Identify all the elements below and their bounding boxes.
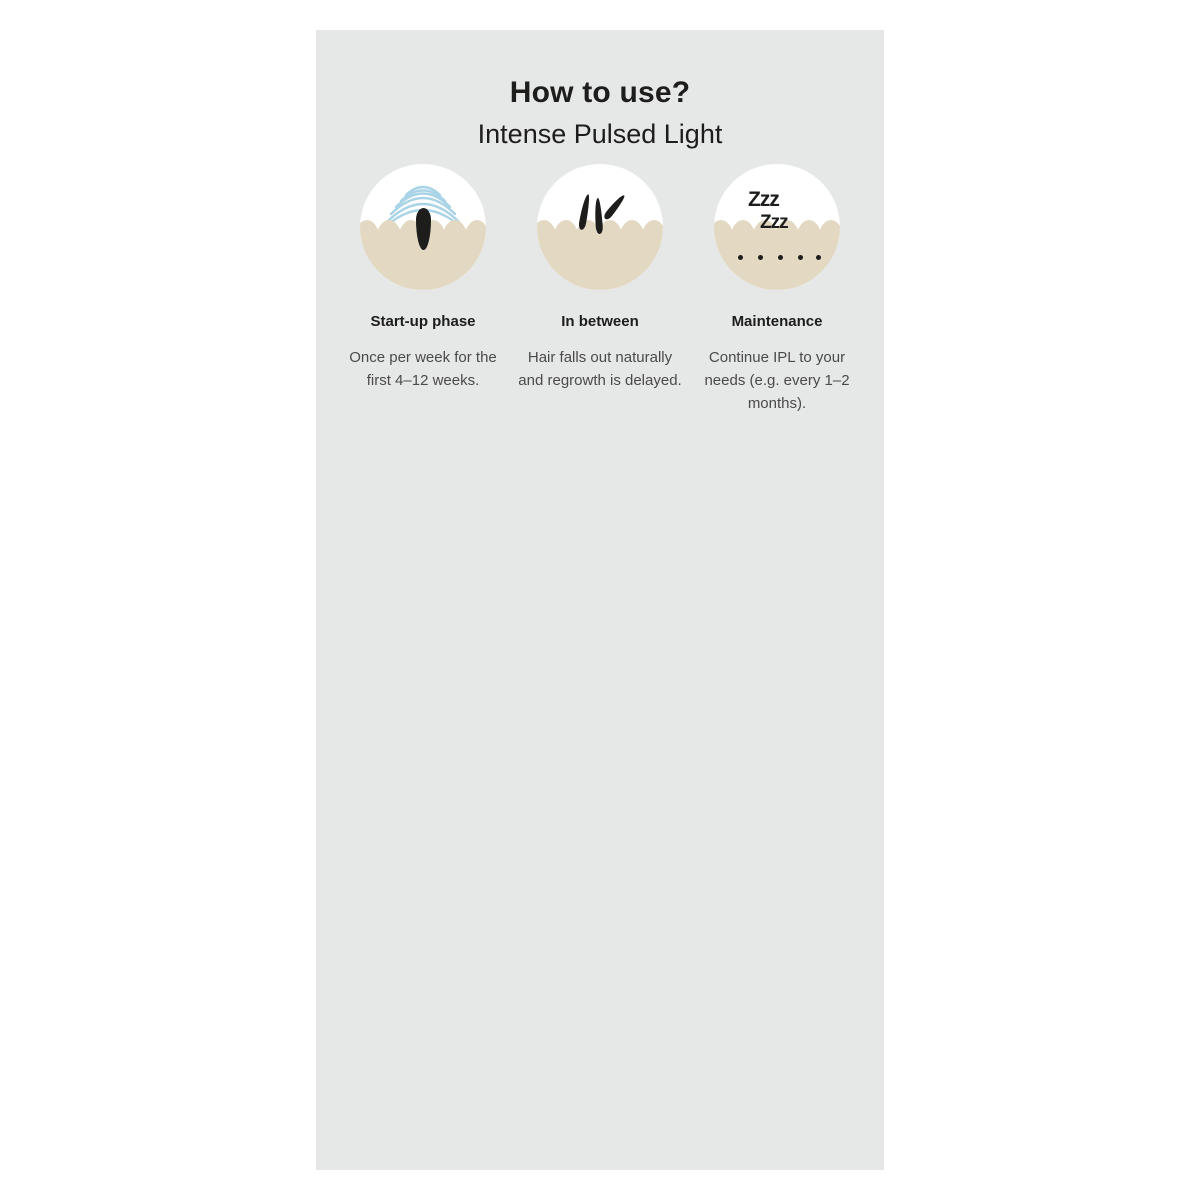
hair-falling-out-icon: [537, 164, 663, 290]
content-panel: [316, 30, 884, 1170]
ipl-light-pulse-on-skin-icon: [360, 164, 486, 290]
step-label: Start-up phase: [370, 313, 476, 330]
heading-block: [316, 75, 884, 154]
step-label: Maintenance: [731, 313, 823, 330]
steps-row: [338, 164, 862, 415]
step-maintenance: [692, 164, 862, 415]
step-description: Hair falls out naturally and regrowth is delayed.: [518, 348, 682, 389]
dormant-follicles-sleeping-icon: [714, 164, 840, 290]
falling-hair-icon: [603, 193, 627, 221]
page-subtitle: Intense Pulsed Light: [477, 119, 723, 149]
zzz-top-icon: Zzz: [748, 188, 779, 211]
page-title: How to use?: [509, 76, 691, 109]
step-in-between: [515, 164, 685, 392]
skin-layer: [360, 246, 486, 290]
step-start-up-phase: [338, 164, 508, 392]
step-description: Once per week for the first 4–12 weeks.: [349, 348, 497, 389]
step-label: In between: [561, 313, 639, 330]
skin-layer: [537, 246, 663, 290]
dormant-follicle-dots: [738, 252, 818, 260]
falling-hair-icon: [594, 198, 603, 234]
step-description: Continue IPL to your needs (e.g. every 1–2 months).: [704, 348, 850, 412]
zzz-bottom-icon: Zzz: [760, 212, 788, 233]
